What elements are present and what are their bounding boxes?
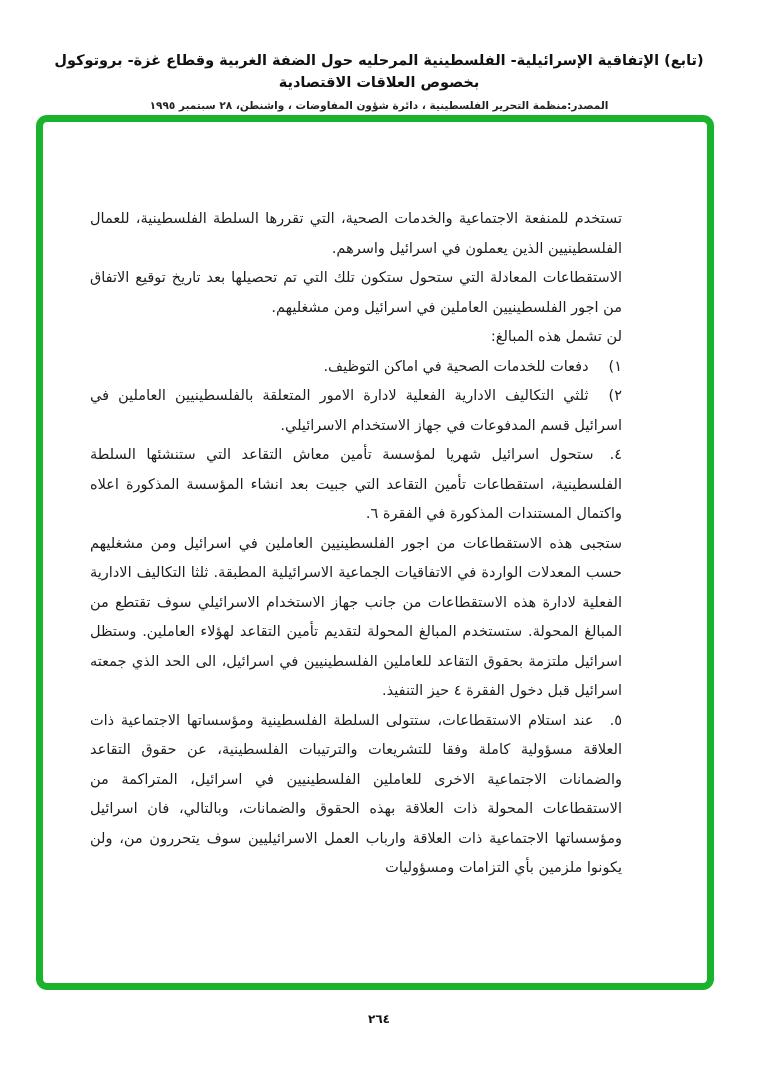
list-item xyxy=(90,353,622,383)
paragraph-number: ٤. xyxy=(609,447,622,463)
list-item-text: ثلثي التكاليف الادارية الفعلية لادارة الامور المتعلقة بالفلسطينيين العاملين في اسرائيل قسم المدفوعات في جهاز الاستخدام الاسرائيلي. xyxy=(90,388,622,434)
numbered-paragraph xyxy=(90,707,622,884)
paragraph-lead-in: لن تشمل هذه المبالغ: xyxy=(490,329,622,345)
document-title: (تابع) الإتفاقية الإسرائيلية- الفلسطينية المرحليه حول الضفة الغربية وقطاع غزة- بروتوكول بخصوص العلاقات الاقتصادية xyxy=(54,53,704,91)
paragraph: تستخدم للمنفعة الاجتماعية والخدمات الصحية، التي تقررها السلطة الفلسطينية، للعمال الفلسطينيين الذين يعملون في اسرائيل واسرهم. xyxy=(90,211,622,257)
paragraph-text: ستحول اسرائيل شهريا لمؤسسة تأمين معاش التقاعد التي ستنشئها السلطة الفلسطينية، استقطاعات تأمين التقاعد التي جبيت بعد انشاء المؤسسة المذكورة اعلاه واكتمال المستندات المذكورة في الفقرة ٦. xyxy=(90,447,622,522)
paragraph-text: عند استلام الاستقطاعات، ستتولى السلطة الفلسطينية ومؤسساتها الاجتماعية ذات العلاقة مسؤولية كاملة وفقا للتشريعات والترتيبات الفلسطينية، عن حقوق التقاعد والضمانات الاجتماعية الاخرى للعاملين الفلسطينيين في اسرائيل، المتراكمة من الاستقطاعات المحولة ذات العلاقة بهذه الحقوق والضمانات، وبالتالي، فان اسرائيل ومؤسساتها الاجتماعية ذات العلاقة وارباب العمل الاسرائيليين سوف يتحررون من، ولن يكونوا ملزمين بأي التزامات ومسؤوليات xyxy=(90,712,622,876)
page-header xyxy=(0,50,758,112)
content-frame xyxy=(36,115,714,990)
document-body xyxy=(90,205,622,884)
paragraph-number: ٥. xyxy=(609,712,622,729)
paragraph: ستجبى هذه الاستقطاعات من اجور الفلسطينيين العاملين في اسرائيل ومن مشغليهم حسب المعدلات الواردة في الاتفاقيات الجماعية الاسرائيلية المطبقة. ثلثا التكاليف الادارية الفعلية لادارة هذه الاستقطاعات من جانب جهاز الاستخدام الاسرائيلي سوف تقتطع من المبالغ المحولة. ستستخدم المبالغ المحولة لتقديم تأمين التقاعد لهؤلاء العاملين. وستظل اسرائيل ملتزمة بحقوق التقاعد للعاملين الفلسطينيين في اسرائيل، الى الحد الذي جمعته اسرائيل قبل دخول الفقرة ٤ حيز التنفيذ. xyxy=(90,535,622,699)
numbered-paragraph xyxy=(90,441,622,530)
document-source-line: المصدر:منظمة التحرير الفلسطينية ، دائرة شؤون المفاوضات ، واشنطن، ٢٨ سبتمبر ١٩٩٥ xyxy=(149,100,609,112)
list-item-number: ١) xyxy=(608,358,622,375)
paragraph: الاستقطاعات المعادلة التي ستحول ستكون تلك التي تم تحصيلها بعد تاريخ توقيع الاتفاق من اجور الفلسطينيين العاملين في اسرائيل ومن مشغليهم. xyxy=(90,270,622,316)
list-item xyxy=(90,382,622,441)
list-item-text: دفعات للخدمات الصحية في اماكن التوظيف. xyxy=(323,358,589,375)
page-number: ٢٦٤ xyxy=(368,1012,390,1026)
list-item-number: ٢) xyxy=(608,388,622,404)
